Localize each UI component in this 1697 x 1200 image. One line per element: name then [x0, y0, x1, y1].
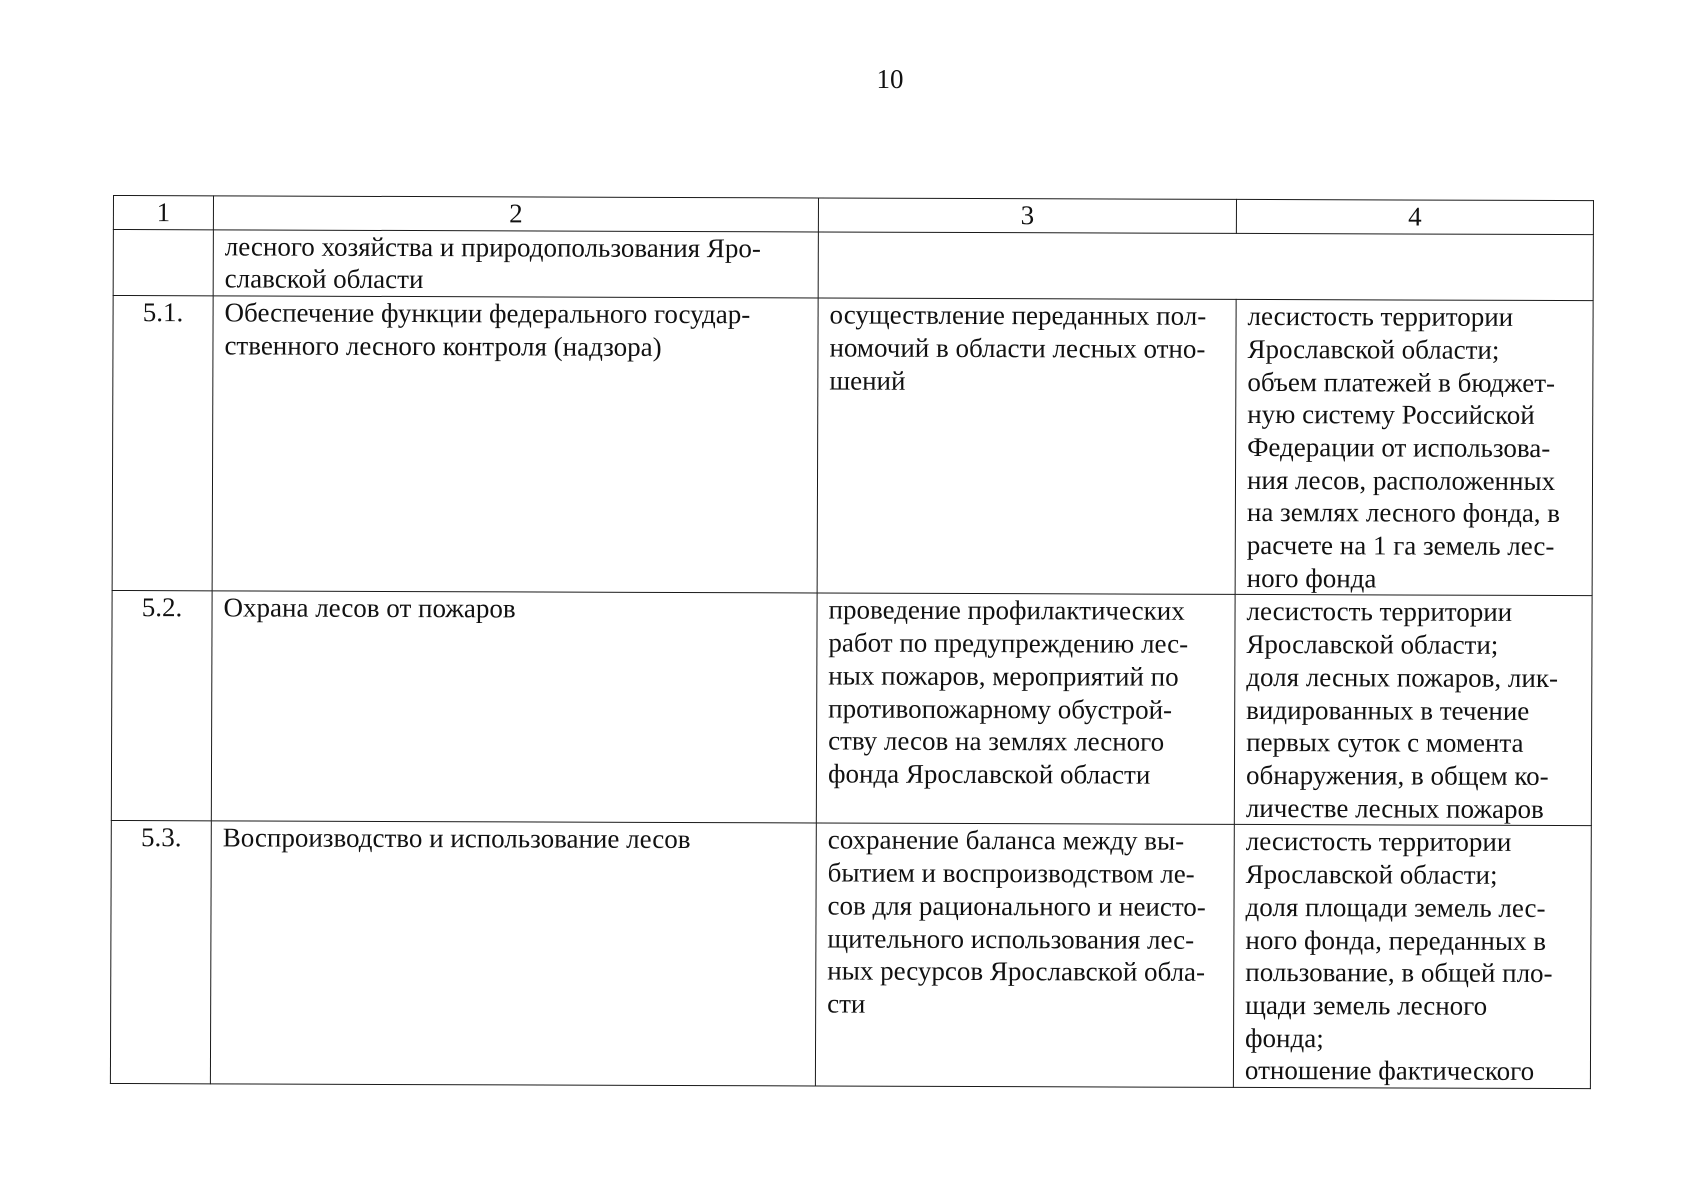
text-line: Охрана лесов от пожаров [223, 592, 516, 624]
header-cell-1: 1 [113, 196, 213, 230]
row-measures [815, 823, 1234, 1087]
text-line: шений [829, 365, 906, 396]
data-table [110, 195, 1594, 1090]
text-line: пользование, в общей пло- [1245, 957, 1553, 989]
row-number: 5.1. [112, 296, 213, 592]
text-line: щительного использования лес- [827, 923, 1195, 955]
text-line: ную систему Российской [1247, 399, 1535, 431]
text-line: обнаружения, в общем ко- [1245, 759, 1549, 791]
row-title [212, 296, 818, 593]
text-line: лесистость территории [1245, 826, 1512, 858]
row-indicators [1235, 300, 1593, 597]
text-line: щади земель лесного [1245, 989, 1488, 1021]
text-line: расчете на 1 га земель лес- [1246, 529, 1555, 562]
text-line: Федерации от использова- [1247, 431, 1551, 463]
text-line: бытием и воспроизводством ле- [827, 857, 1195, 889]
text-line: сов для рационального и неисто- [827, 890, 1206, 922]
text-line: сохранение баланса между вы- [827, 824, 1185, 857]
table-row-5-2 [111, 591, 1592, 826]
row-title [210, 821, 816, 1086]
text-line: противопожарному обустрой- [828, 693, 1173, 725]
text-line: номочий в области лесных отно- [829, 332, 1206, 364]
text-line: ных ресурсов Ярославской обла- [827, 955, 1206, 988]
text-line: первых суток с момента [1246, 727, 1524, 759]
text-line: лесистость территории [1247, 301, 1514, 332]
table-row-5-1 [112, 296, 1593, 596]
text-line: осуществление переданных пол- [829, 299, 1207, 331]
text-line: ных пожаров, мероприятий по [828, 660, 1179, 692]
text-line: работ по предупреждению лес- [828, 627, 1189, 659]
text-line: лесного хозяйства и природопользования Яро- [224, 231, 761, 263]
table-row-5-3 [110, 821, 1591, 1089]
text-line: Ярославской области; [1247, 333, 1500, 365]
text-line: славской области [224, 263, 424, 295]
text-line: Ярославской области; [1246, 629, 1499, 660]
text-line: доля площади земель лес- [1245, 891, 1546, 923]
row-title [213, 230, 818, 299]
row-number: 5.3. [110, 821, 211, 1084]
table-row-continuation [113, 229, 1593, 301]
row-measures [817, 298, 1236, 595]
row-merged-cell [818, 232, 1593, 301]
header-cell-4: 4 [1236, 199, 1593, 234]
row-title [211, 591, 817, 823]
text-line: ного фонда [1246, 562, 1377, 594]
text-line: лесистость территории [1246, 596, 1513, 628]
text-line: личестве лесных пожаров [1245, 792, 1544, 824]
row-number [113, 229, 213, 296]
row-measures [816, 593, 1235, 824]
text-line: сти [827, 988, 866, 1019]
text-line: ству лесов на землях лесного [828, 725, 1165, 757]
row-indicators [1233, 825, 1591, 1089]
text-line: Обеспечение функции федерального государ- [224, 297, 751, 330]
text-line: ния лесов, расположенных [1246, 464, 1556, 496]
text-line: на землях лесного фонда, в [1246, 497, 1561, 529]
text-line: ственного лесного контроля (надзора) [224, 330, 662, 362]
text-line: Ярославской области; [1245, 859, 1498, 890]
text-line: видированных в течение [1246, 694, 1530, 726]
header-cell-3: 3 [818, 198, 1236, 233]
text-line: фонда; [1245, 1022, 1324, 1053]
table-header-row [113, 196, 1593, 235]
row-number: 5.2. [111, 591, 212, 821]
row-indicators [1234, 595, 1592, 826]
text-line: Воспроизводство и использование лесов [222, 822, 691, 855]
text-line: отношение фактического [1244, 1055, 1535, 1087]
text-line: фонда Ярославской области [827, 758, 1151, 790]
text-line: объем платежей в бюджет- [1247, 366, 1556, 398]
text-line: доля лесных пожаров, лик- [1246, 661, 1559, 693]
page-number: 10 [876, 64, 904, 94]
text-line: проведение профилактических [828, 594, 1185, 627]
text-line: ного фонда, переданных в [1245, 924, 1547, 956]
header-cell-2: 2 [213, 196, 818, 232]
